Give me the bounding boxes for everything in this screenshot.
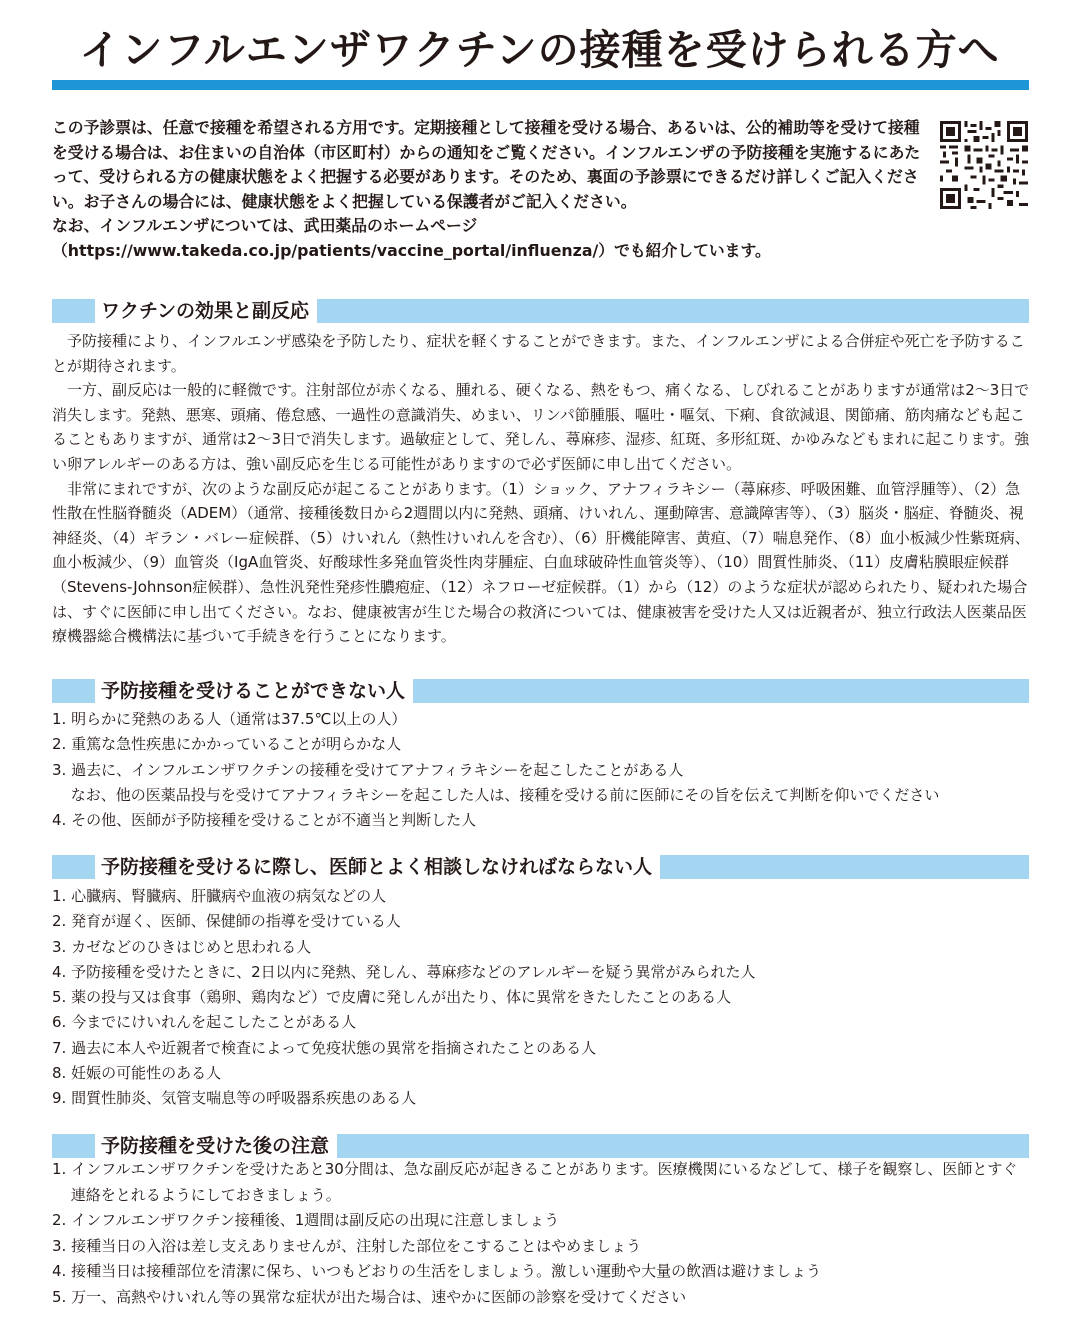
- list-item: 6. 今までにけいれんを起こしたことがある人: [52, 1013, 357, 1032]
- effects-body: [52, 329, 1032, 649]
- effects-paragraph: 予防接種により、インフルエンザ感染を予防したり、症状を軽くすることができます。また、インフルエンザによる合併症や死亡を予防することが期待されます。: [52, 332, 1025, 375]
- page-title: インフルエンザワクチンの接種を受けられる方へ: [79, 26, 1000, 74]
- intro-paragraph: この予診票は、任意で接種を希望される方用です。定期接種として接種を受ける場合、あるいは、公的補助等を受けて接種を受ける場合は、お住まいの自治体（市区町村）からの通知をご覧ください。インフルエンザの予防接種を実施するにあたって、受けられる方の健康状態をよく把握する必要があります。そのため、裏面の予診票にできるだけ詳しくご記入ください。お子さんの場合には、健康状態をよく把握している保護者がご記入ください。: [52, 118, 921, 211]
- list-item-note: なお、他の医薬品投与を受けてアナフィラキシーを起こした人は、接種を受ける前に医師にその旨を伝えて判断を仰いでください: [70, 785, 940, 804]
- after-list: [52, 1157, 1032, 1311]
- section-title-effects: ワクチンの効果と副反応: [95, 299, 317, 323]
- list-item: 1. インフルエンザワクチンを受けたあと30分間は、急な副反応が起きることがあります。医療機関にいるなどして、様子を観察し、医師とすぐ連絡をとれるようにしておきましょう。: [52, 1160, 1018, 1204]
- list-item-text: 3. 過去に、インフルエンザワクチンの接種を受けてアナフィラキシーを起こしたことがある人: [52, 760, 684, 779]
- list-item: [52, 758, 1032, 809]
- section-title-cannot: 予防接種を受けることができない人: [95, 679, 413, 703]
- list-item: 3. カゼなどのひきはじめと思われる人: [52, 937, 312, 956]
- section-title-after: 予防接種を受けた後の注意: [95, 1134, 337, 1158]
- list-item: 7. 過去に本人や近親者で検査によって免疫状態の異常を指摘されたことのある人: [52, 1038, 597, 1057]
- list-item: 2. 重篤な急性疾患にかかっていることが明らかな人: [52, 735, 402, 754]
- effects-paragraph: 一方、副反応は一般的に軽微です。注射部位が赤くなる、腫れる、硬くなる、熱をもつ、痛くなる、しびれることがありますが通常は2〜3日で消失します。発熱、悪寒、頭痛、倦怠感、一過性の意識消失、めまい、リンパ節腫脹、嘔吐・嘔気、下痢、食欲減退、関節痛、筋肉痛なども起こることもありますが、通常は2〜3日で消失します。過敏症として、発しん、蕁麻疹、湿疹、紅斑、多形紅斑、かゆみなどもまれに起こります。強い卵アレルギーのある方は、強い副反応を生じる可能性がありますので必ず医師に申し出てください。: [52, 381, 1030, 473]
- list-item: 9. 間質性肺炎、気管支喘息等の呼吸器系疾患のある人: [52, 1089, 417, 1108]
- list-item: 1. 心臓病、腎臓病、肝臓病や血液の病気などの人: [52, 887, 387, 905]
- intro-paragraph: なお、インフルエンザについては、武田薬品のホームページ（https://www.takeda.co.jp/patients/vaccine_portal/influenza/）でも紹介しています。: [52, 216, 771, 260]
- list-item: 4. その他、医師が予防接種を受けることが不適当と判断した人: [52, 811, 477, 830]
- consult-list: [52, 884, 1032, 1112]
- list-item: 2. インフルエンザワクチン接種後、1週間は副反応の出現に注意しましょう: [52, 1211, 560, 1230]
- list-item: 8. 妊娠の可能性のある人: [52, 1064, 222, 1083]
- effects-paragraph: 非常にまれですが、次のような副反応が起こることがあります。（1）ショック、アナフィラキシー（蕁麻疹、呼吸困難、血管浮腫等）、（2）急性散在性脳脊髄炎（ADEM）（通常、接種後数日から2週間以内に発熱、頭痛、けいれん、運動障害、意識障害等）、（3）脳炎・脳症、脊髄炎、視神経炎、（4）ギラン・バレー症候群、（5）けいれん（熱性けいれんを含む）、（6）肝機能障害、黄疸、（7）喘息発作、（8）血小板減少性紫斑病、血小板減少、（9）血管炎（IgA血管炎、好酸球性多発血管炎性肉芽腫症、白血球破砕性血管炎等）、（10）間質性肺炎、（11）皮膚粘膜眼症候群（Stevens-Johnson症候群）、急性汎発性発疹性膿疱症、（12）ネフローゼ症候群。（1）から（12）のような症状が認められたり、疑われた場合は、すぐに医師に申し出てください。なお、健康被害が生じた場合の救済については、健康被害を受けた人又は近親者が、独立行政法人医薬品医療機器総合機構法に基づいて手続きを行うことになります。: [52, 479, 1030, 646]
- intro-text: [52, 116, 922, 264]
- list-item: 3. 接種当日の入浴は差し支えありませんが、注射した部位をこすることはやめましょう: [52, 1236, 642, 1255]
- list-item: 4. 予防接種を受けたときに、2日以内に発熱、発しん、蕁麻疹などのアレルギーを疑う異常がみられた人: [52, 962, 756, 981]
- qr-code-icon[interactable]: [940, 121, 1028, 209]
- list-item: 2. 発育が遅く、医師、保健師の指導を受けている人: [52, 912, 401, 931]
- list-item: 1. 明らかに発熱のある人（通常は37.5℃以上の人）: [52, 710, 407, 728]
- list-item: 5. 薬の投与又は食事（鶏卵、鶏肉など）で皮膚に発しんが出たり、体に異常をきたしたことのある人: [52, 988, 732, 1007]
- cannot-list: [52, 707, 1032, 833]
- section-title-consult: 予防接種を受けるに際し、医師とよく相談しなければならない人: [95, 855, 660, 879]
- list-item: 5. 万一、高熱やけいれん等の異常な症状が出た場合は、速やかに医師の診察を受けてください: [52, 1287, 687, 1306]
- list-item: 4. 接種当日は接種部位を清潔に保ち、いつもどおりの生活をしましょう。激しい運動や大量の飲酒は避けましょう: [52, 1262, 822, 1281]
- title-underline: [52, 80, 1029, 90]
